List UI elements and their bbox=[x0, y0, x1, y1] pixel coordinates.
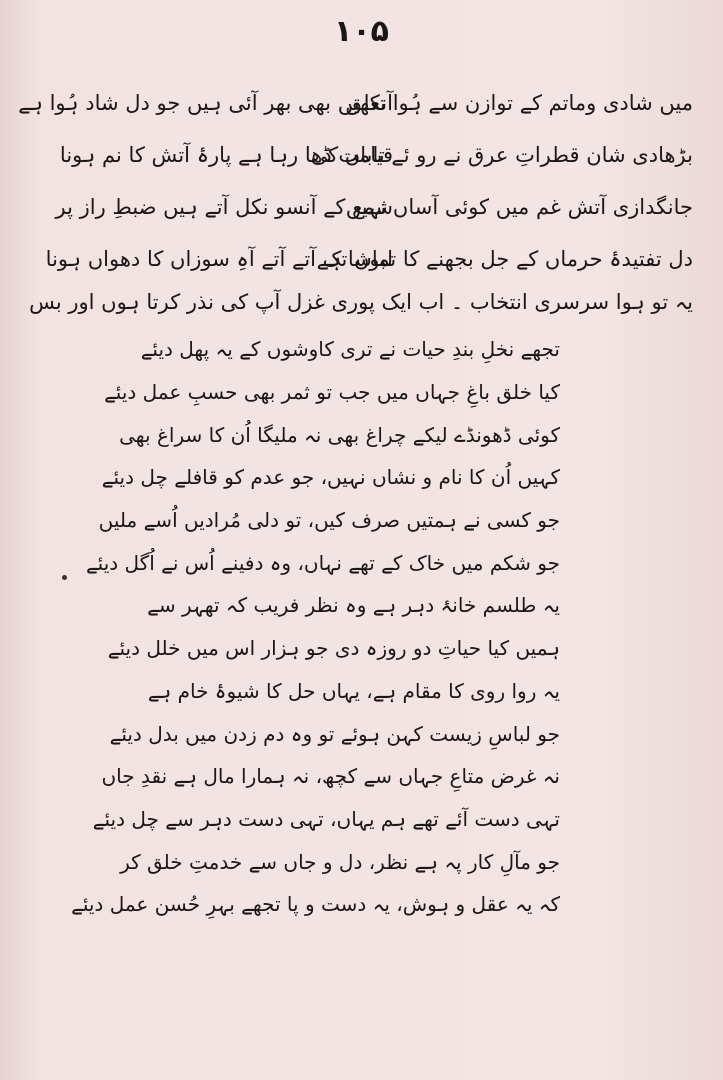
ghazal-line: جو مآلِ کار پہ ہے نظر، دل و جاں سے خدمتِ خلق کر bbox=[120, 849, 560, 874]
ghazal-line: جو شکم میں خاک کے تھے نہاں، وہ دفینے اُس نے اُگل دیئے bbox=[85, 550, 560, 575]
ghazal-line: جو کسی نے ہمتیں صرف کیں، تو دلی مُرادیں اُسے ملیں bbox=[98, 508, 560, 533]
intro-verse-line: میں شادی وماتم کے توازن سے ہُوا تعلق bbox=[345, 91, 693, 116]
ghazal-line: ہمیں کیا حیاتِ دو روزہ دی جو ہزار اس میں خلل دیئے bbox=[107, 636, 560, 661]
transition-sentence bbox=[29, 282, 693, 322]
ghazal-line: تہی دست آئے تھے ہم یہاں، تہی دست دہر سے چل دیئے bbox=[92, 806, 560, 831]
intro-left-column bbox=[18, 78, 393, 286]
ghazal-line: کہ یہ عقل و ہوش، یہ دست و پا تجھے بہرِ حُسن عمل دیئے bbox=[71, 892, 560, 917]
page-number: ۱۰۵ bbox=[334, 14, 389, 49]
ghazal-line: کیا خلق باغِ جہاں میں جب تو ثمر بھی حسبِ عمل دیئے bbox=[104, 380, 560, 405]
ghazal-line: کوئی ڈھونڈے لیکے چراغ بھی نہ ملیگا اُن کا سراغ بھی bbox=[119, 422, 560, 447]
intro-verse-line: قیامت ڈھا رہا ہے پارۂ آتش کا نم ہونا bbox=[59, 143, 393, 168]
ghazal-line: یہ روا روی کا مقام ہے، یہاں حل کا شیوۂ خام ہے bbox=[147, 678, 560, 703]
transition-text: یہ تو ہوا سرسری انتخاب ۔ اب ایک پوری غزل آپ کی نذر کرتا ہوں اور بس bbox=[29, 290, 693, 314]
ghazal-line: تجھے نخلِ بندِ حیات نے تری کاوشوں کے یہ پھل دیئے bbox=[140, 337, 560, 362]
intro-verse-line: دل تفتیدۂ حرماں کے جل بجھنے کا تماشا ہے bbox=[316, 247, 693, 272]
intro-verse-line: جانگدازی آتش غم میں کوئی آساں نہیں bbox=[345, 195, 693, 220]
ghazal-line: کہیں اُن کا نام و نشاں نہیں، جو عدم کو قافلے چل دیئے bbox=[101, 465, 560, 490]
margin-dot bbox=[62, 575, 67, 580]
intro-right-column bbox=[310, 78, 693, 286]
ghazal bbox=[71, 328, 560, 926]
ghazal-line: یہ طلسم خانۂ دہر ہے وہ نظر فریب کہ تھہر سے bbox=[147, 593, 560, 618]
intro-verse-line: لبوں تک آتے آتے آہِ سوزاں کا دھواں ہونا bbox=[45, 247, 393, 272]
ghazal-line: نہ غرض متاعِ جہاں سے کچھ، نہ ہمارا مال ہے نقدِ جاں bbox=[101, 764, 560, 789]
intro-verse-line: شمع کے آنسو نکل آتے ہیں ضبطِ راز پر bbox=[55, 195, 393, 220]
intro-verse-line: بڑھادی شان قطراتِ عرق نے رو ئے تاباں کی bbox=[310, 143, 693, 168]
ghazal-line: جو لباسِ زیست کہن ہوئے تو وہ دم زدن میں بدل دیئے bbox=[109, 721, 560, 746]
intro-verse-line: آنکھیں بھی بھر آئی ہیں جو دل شاد ہُوا ہے bbox=[18, 91, 393, 116]
